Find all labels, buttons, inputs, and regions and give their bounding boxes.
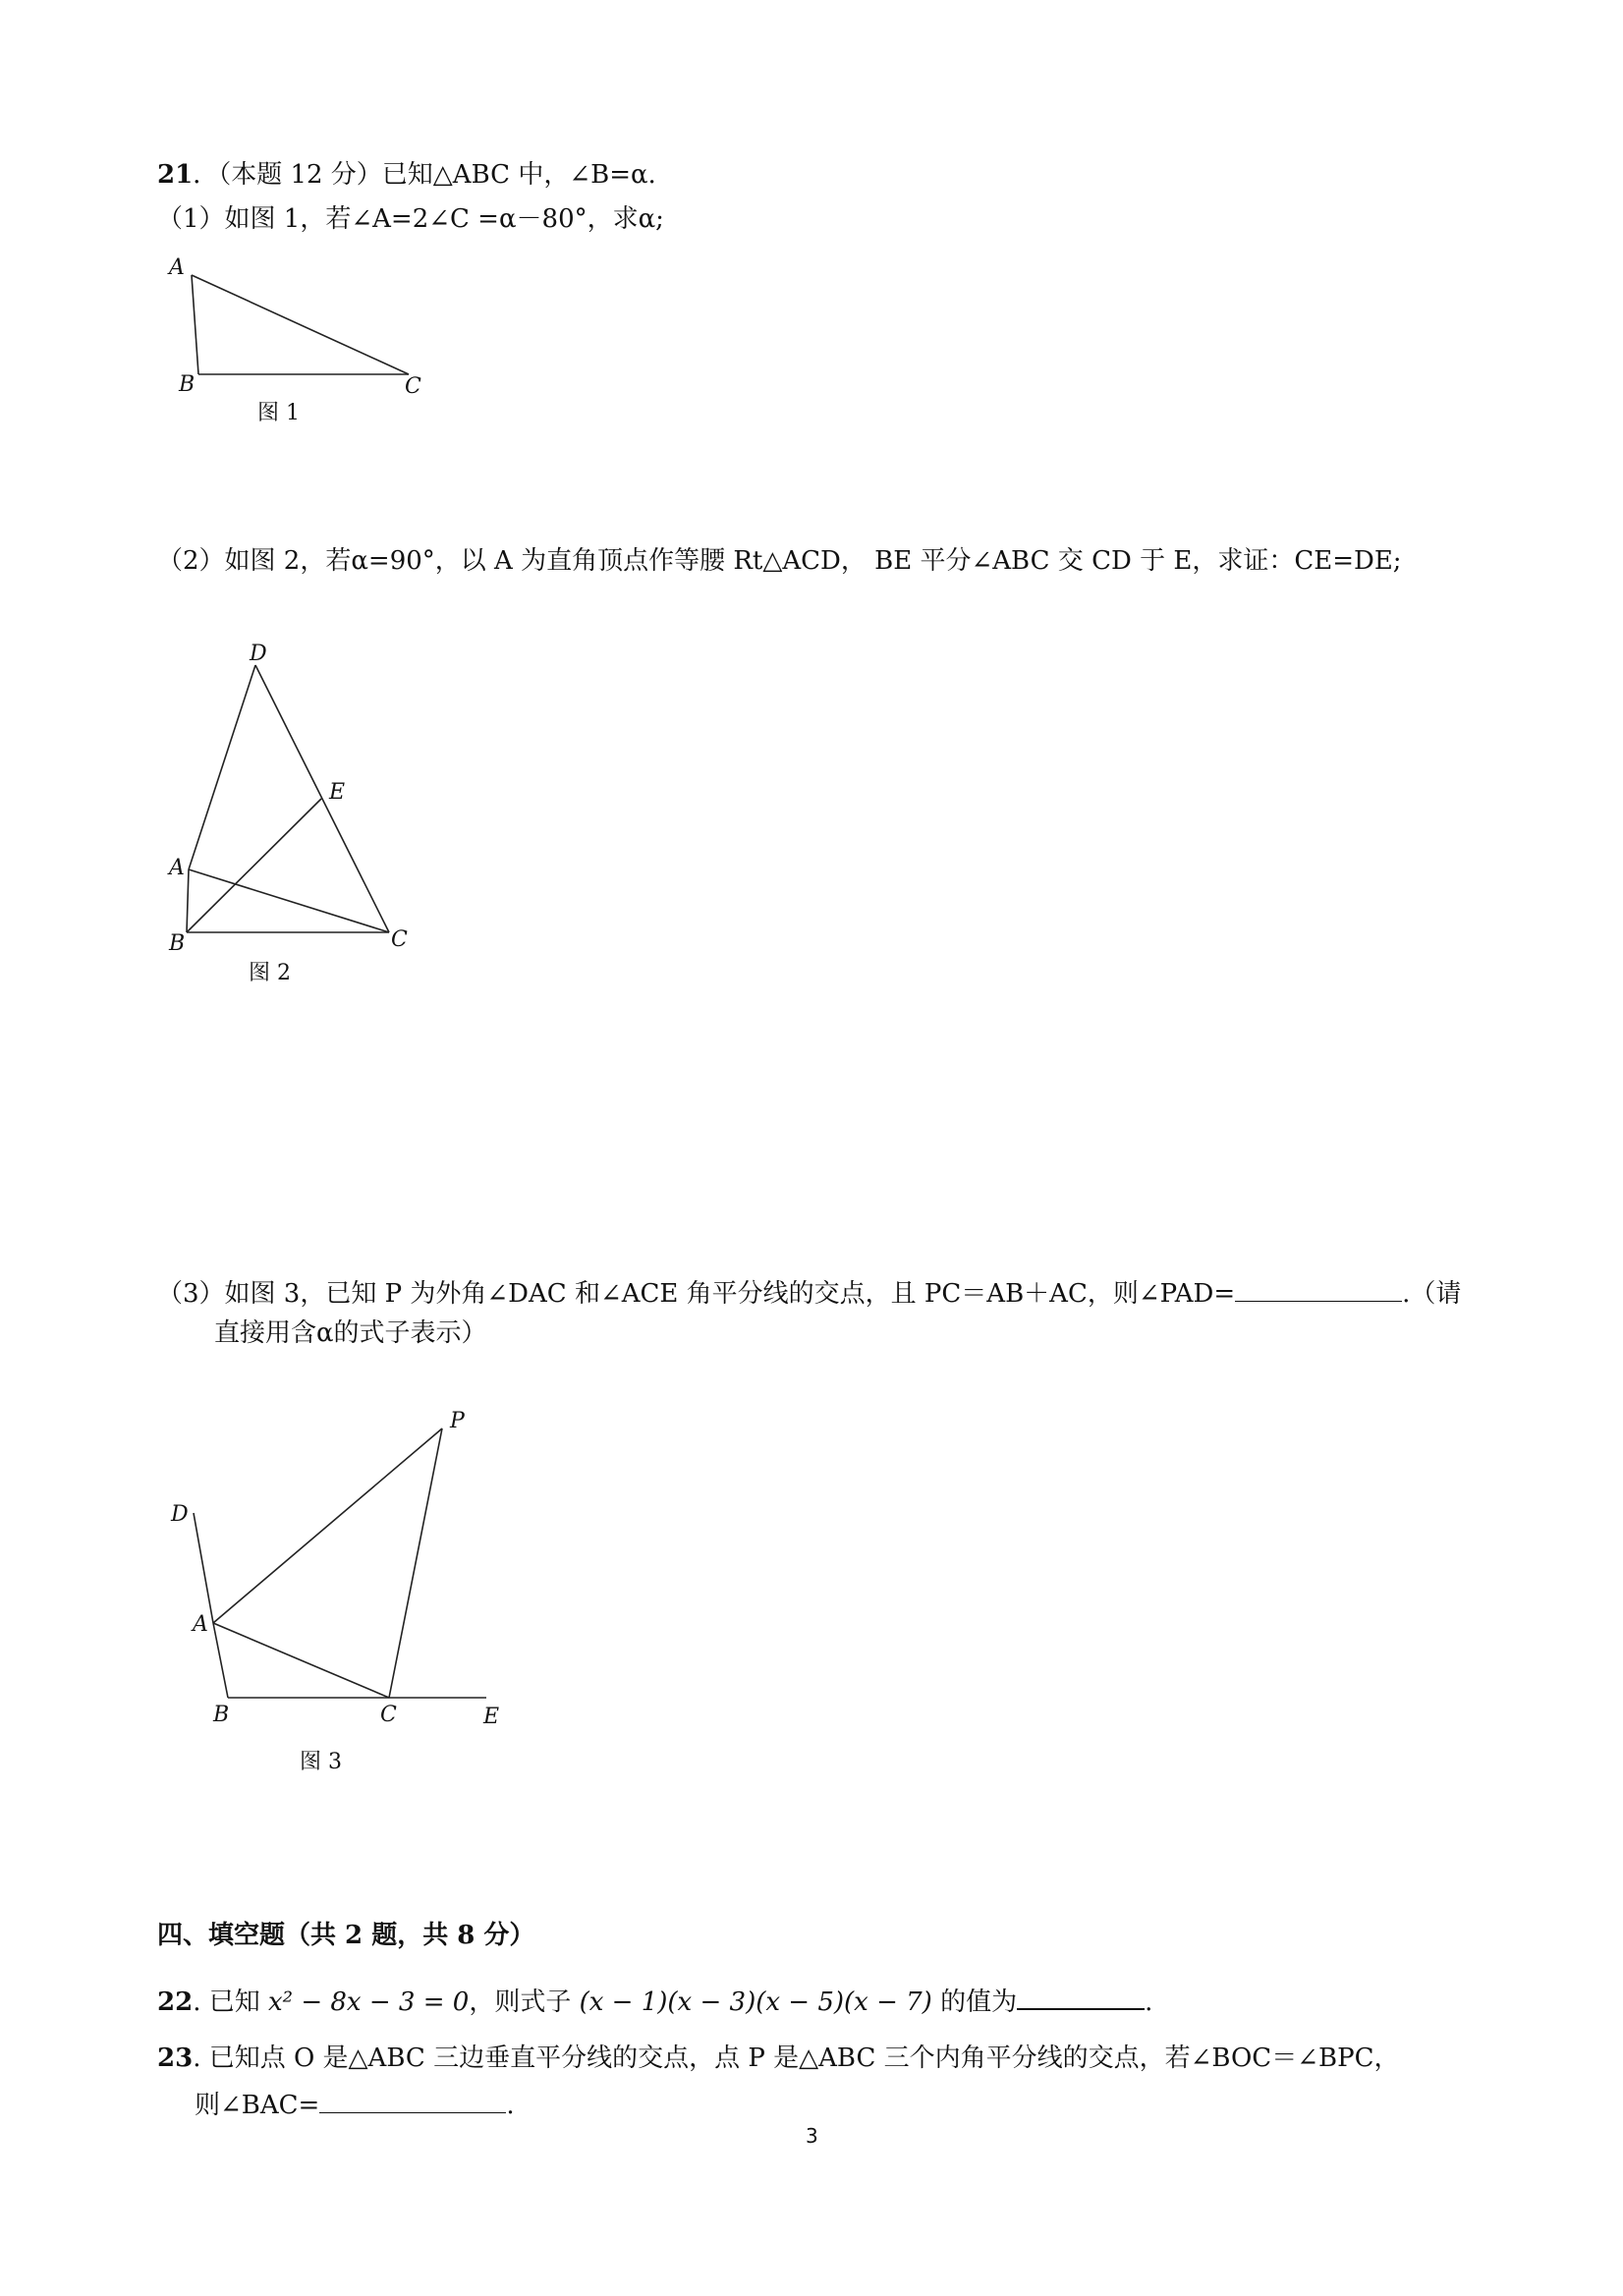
fig3-edge-da — [194, 1513, 213, 1623]
q22-text-b: ，则式子 — [469, 1988, 572, 2017]
fig2-label-a: A — [169, 856, 185, 880]
answer-blank-q22[interactable] — [1017, 1983, 1145, 2010]
fig3-caption: 图 3 — [300, 1750, 342, 1774]
fig2-label-c: C — [391, 927, 408, 952]
q22-end: . — [1145, 1988, 1153, 2017]
fig3-label-e: E — [483, 1705, 500, 1729]
fig3-label-p: P — [450, 1409, 465, 1433]
page-number: 3 — [806, 2124, 818, 2148]
q23-text-line2: 则∠BAC= — [195, 2091, 320, 2120]
q21-part3-text: （3）如图 3，已知 P 为外角∠DAC 和∠ACE 角平分线的交点，且 PC＝AB＋AC，则∠PAD= — [157, 1279, 1236, 1309]
q23-end: . — [506, 2091, 515, 2120]
q23-number: 23 — [157, 2044, 194, 2073]
fig1-edge-ac — [192, 275, 409, 374]
figure-1 — [157, 251, 452, 427]
q23-line1 — [157, 2044, 1400, 2074]
q21-header-text: ．（本题 12 分）已知△ABC 中，∠B=α. — [193, 160, 656, 190]
fig2-label-e: E — [329, 780, 346, 805]
fig1-caption: 图 1 — [257, 401, 300, 425]
fig3-label-b: B — [213, 1703, 230, 1727]
q22-equation: x² − 8x − 3 = 0 — [267, 1988, 470, 2017]
q21-part3-line2: 直接用含α的式子表示） — [214, 1318, 487, 1348]
fig2-label-b: B — [169, 931, 186, 956]
q22-text-a: . 已知 — [193, 1988, 260, 2017]
q23-text-line1: . 已知点 O 是△ABC 三边垂直平分线的交点，点 P 是△ABC 三个内角平分线的交点，若∠BOC＝∠BPC， — [193, 2044, 1400, 2073]
fig2-edge-ad — [189, 665, 255, 869]
answer-blank-q23[interactable] — [319, 2087, 506, 2113]
fig3-label-d: D — [171, 1502, 189, 1527]
q22-text-c: 的值为 — [940, 1988, 1018, 2017]
q21-part3-line1 — [157, 1275, 1461, 1310]
fig1-label-b: B — [179, 372, 196, 397]
q22-number: 22 — [157, 1988, 194, 2017]
q21-part1: （1）如图 1，若∠A=2∠C =α－80°，求α; — [157, 204, 664, 234]
q21-part3-end: .（请 — [1402, 1279, 1462, 1309]
fig2-caption: 图 2 — [249, 961, 291, 985]
fig1-edge-ab — [192, 275, 198, 374]
fig1-label-a: A — [169, 255, 185, 280]
q21-part2: （2）如图 2，若α=90°，以 A 为直角顶点作等腰 Rt△ACD， BE 平分∠ABC 交 CD 于 E，求证：CE=DE; — [157, 546, 1402, 576]
fig3-edge-pa — [213, 1428, 442, 1623]
figure-2 — [157, 634, 452, 997]
fig3-edge-ab — [213, 1623, 228, 1698]
figure-3 — [157, 1405, 531, 1778]
fig2-edge-dc — [255, 665, 389, 932]
q21-header — [157, 160, 656, 191]
fig3-label-a: A — [193, 1612, 208, 1637]
section-4-title: 四、填空题（共 2 题，共 8 分） — [157, 1921, 535, 1950]
fig3-edge-pc — [389, 1428, 442, 1698]
fig3-label-c: C — [380, 1703, 397, 1727]
q22-expression: (x − 1)(x − 3)(x − 5)(x − 7) — [579, 1988, 932, 2017]
q22 — [157, 1983, 1152, 2018]
q21-number: 21 — [157, 160, 194, 190]
fig2-label-d: D — [250, 642, 267, 666]
fig2-edge-be — [187, 799, 321, 932]
answer-blank-pad[interactable] — [1235, 1275, 1402, 1302]
q23-line2 — [195, 2087, 515, 2121]
fig3-edge-ac — [213, 1623, 389, 1698]
fig1-label-c: C — [405, 374, 421, 399]
fig2-edge-ab — [187, 869, 189, 932]
